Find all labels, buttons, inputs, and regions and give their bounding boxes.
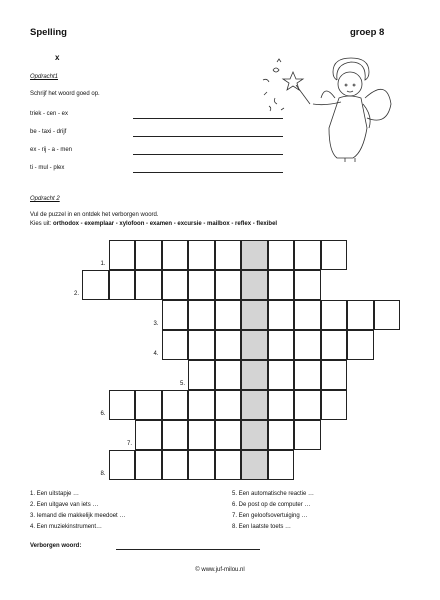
crossword-row-number: 3. [153,321,159,327]
crossword-cell[interactable] [268,420,295,450]
syllable-item-1: triek - cen - ex [30,111,69,117]
opdracht1-instruction: Schrijf het woord goed op. [30,91,100,97]
crossword-cell[interactable] [162,270,189,300]
opdracht2-instruction: Vul de puzzel in en ontdek het verborgen woord. [30,212,159,218]
clue-8: 8. Een laatste toets … [232,524,292,530]
kies-words: orthodox - exemplaar - xylofoon - examen - excursie - mailbox - reflex - flexibel [53,221,278,227]
crossword-cell[interactable] [268,300,295,330]
opdracht1-title: Opdracht1 [30,74,59,80]
clue-3: 3. Iemand die makkelijk meedoet … [30,513,126,519]
crossword-cell[interactable] [188,420,215,450]
kies-label: Kies uit: [30,221,52,227]
clue-5: 5. Een automatische reactie … [232,491,315,497]
crossword-cell[interactable] [321,240,348,270]
crossword-cell[interactable] [294,390,321,420]
answer-line-3[interactable] [133,154,283,155]
crossword-cell[interactable] [188,330,215,360]
crossword-cell[interactable] [162,450,189,480]
clue-6: 6. De post op de computer … [232,502,311,508]
fairy-illustration [255,52,395,162]
crossword-cell[interactable] [268,330,295,360]
crossword-cell[interactable] [374,300,401,330]
crossword-cell[interactable] [268,360,295,390]
crossword-cell[interactable] [215,390,242,420]
hidden-word-cell[interactable] [241,390,268,420]
grade-label: groep 8 [350,27,385,38]
crossword-cell[interactable] [268,390,295,420]
answer-line-2[interactable] [133,136,283,137]
crossword-cell[interactable] [321,300,348,330]
crossword-row-number: 8. [100,471,106,477]
word-choices [30,220,277,228]
answer-line-4[interactable] [133,172,283,173]
crossword-cell[interactable] [135,450,162,480]
crossword-cell[interactable] [109,390,136,420]
crossword-cell[interactable] [215,300,242,330]
crossword-cell[interactable] [109,450,136,480]
crossword-cell[interactable] [162,420,189,450]
crossword-cell[interactable] [162,390,189,420]
crossword-cell[interactable] [294,420,321,450]
mark-x: x [55,53,60,62]
crossword-row-number: 4. [153,351,159,357]
hidden-word-label: Verborgen woord: [30,543,82,549]
footer-credit: © www.juf-milou.nl [195,567,245,573]
page-title: Spelling [30,27,67,38]
hidden-word-cell[interactable] [241,360,268,390]
hidden-word-cell[interactable] [241,450,268,480]
crossword-cell[interactable] [321,390,348,420]
crossword-cell[interactable] [294,330,321,360]
crossword-cell[interactable] [215,450,242,480]
crossword-cell[interactable] [215,240,242,270]
crossword-cell[interactable] [294,360,321,390]
hidden-word-cell[interactable] [241,330,268,360]
crossword-cell[interactable] [294,300,321,330]
clue-4: 4. Een muziekinstrument… [30,524,103,530]
syllable-item-3: ex - rij - a - men [30,147,73,153]
syllable-item-2: be - taxi - drijf [30,129,67,135]
hidden-word-cell[interactable] [241,270,268,300]
opdracht2-title: Opdracht 2 [30,196,60,202]
crossword-cell[interactable] [268,270,295,300]
crossword-cell[interactable] [188,360,215,390]
crossword-cell[interactable] [162,240,189,270]
clue-1: 1. Een uitstapje … [30,491,80,497]
crossword-cell[interactable] [188,270,215,300]
crossword-cell[interactable] [135,240,162,270]
crossword-cell[interactable] [321,330,348,360]
crossword-row-number: 6. [100,411,106,417]
crossword-row-number: 1. [100,261,106,267]
crossword-cell[interactable] [294,270,321,300]
crossword-cell[interactable] [162,300,189,330]
crossword-cell[interactable] [347,330,374,360]
hidden-word-cell[interactable] [241,420,268,450]
crossword-cell[interactable] [188,300,215,330]
syllable-item-4: ti - mul - plex [30,165,65,171]
crossword-cell[interactable] [109,270,136,300]
crossword-cell[interactable] [215,330,242,360]
crossword-cell[interactable] [215,270,242,300]
crossword-cell[interactable] [135,420,162,450]
crossword-cell[interactable] [188,450,215,480]
crossword-cell[interactable] [82,270,109,300]
crossword-cell[interactable] [109,240,136,270]
crossword-cell[interactable] [321,360,348,390]
crossword-row-number: 2. [73,291,79,297]
clue-7: 7. Een geloofsovertuiging … [232,513,308,519]
hidden-word-cell[interactable] [241,300,268,330]
crossword-cell[interactable] [188,240,215,270]
hidden-word-answer-line[interactable] [116,549,260,550]
crossword-cell[interactable] [135,270,162,300]
crossword-cell[interactable] [162,330,189,360]
crossword-cell[interactable] [294,240,321,270]
answer-line-1[interactable] [133,118,283,119]
crossword-row-number: 5. [179,381,185,387]
crossword-cell[interactable] [135,390,162,420]
crossword-cell[interactable] [268,450,295,480]
crossword-cell[interactable] [215,360,242,390]
crossword-cell[interactable] [188,390,215,420]
clue-2: 2. Een uitgave van iets … [30,502,99,508]
crossword-row-number: 7. [126,441,132,447]
hidden-word-cell[interactable] [241,240,268,270]
crossword-cell[interactable] [215,420,242,450]
crossword-cell[interactable] [347,300,374,330]
crossword-cell[interactable] [268,240,295,270]
